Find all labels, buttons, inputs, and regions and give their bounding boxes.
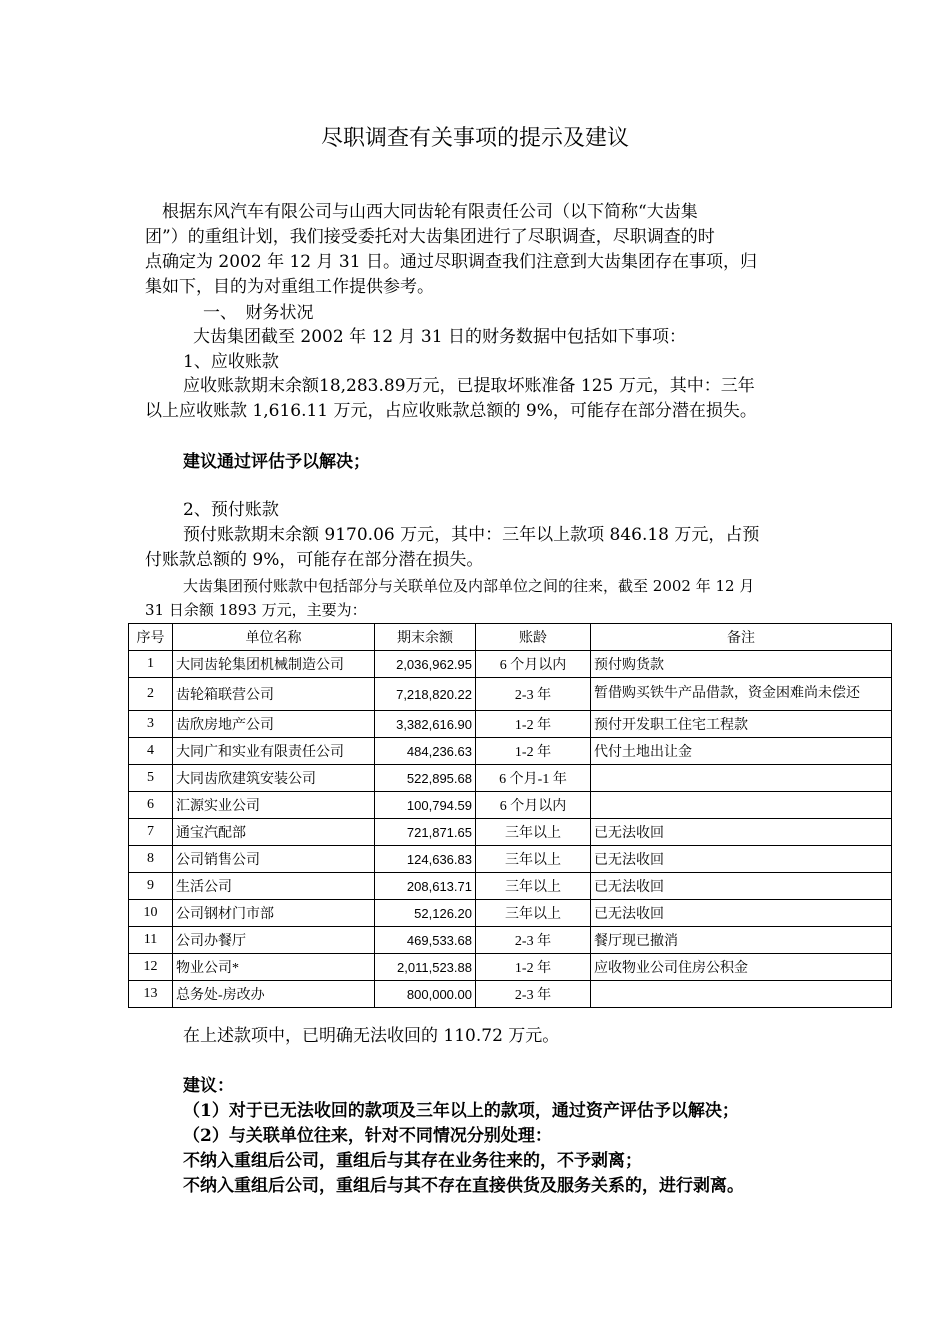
suggestion-line-1: （1）对于已无法收回的款项及三年以上的款项，通过资产评估予以解决； (183, 1101, 739, 1121)
row-note: 应收物业公司住房公积金 (591, 954, 892, 981)
row-name: 物业公司* (173, 954, 375, 981)
row-age: 三年以上 (476, 873, 591, 900)
related-party-note-line-2: 31 日余额 1893 万元，主要为： (145, 601, 367, 619)
row-name: 大同广和实业有限责任公司 (173, 738, 375, 765)
header-note: 备注 (591, 624, 892, 651)
row-age: 2-3 年 (476, 981, 591, 1008)
row-name: 通宝汽配部 (173, 819, 375, 846)
row-note: 已无法收回 (591, 873, 892, 900)
row-no: 5 (129, 765, 173, 792)
intro-line-1: 根据东风汽车有限公司与山西大同齿轮有限责任公司（以下简称“大齿集 (145, 202, 698, 222)
suggestion-line-4: 不纳入重组后公司，重组后与其不存在直接供货及服务关系的，进行剥离。 (183, 1176, 744, 1196)
row-name: 大同齿轮集团机械制造公司 (173, 651, 375, 678)
row-name: 总务处-房改办 (173, 981, 375, 1008)
header-age: 账龄 (476, 624, 591, 651)
table-row (129, 819, 892, 846)
prepayments-line-1: 预付账款期末余额 9170.06 万元，其中：三年以上款项 846.18 万元，占预 (183, 525, 760, 545)
row-note: 餐厅现已撤消 (591, 927, 892, 954)
section-intro: 大齿集团截至 2002 年 12 月 31 日的财务数据中包括如下事项： (193, 327, 686, 347)
row-age: 6 个月-1 年 (476, 765, 591, 792)
row-name: 汇源实业公司 (173, 792, 375, 819)
intro-line-3: 点确定为 2002 年 12 月 31 日。通过尽职调查我们注意到大齿集团存在事项，归 (145, 252, 757, 272)
related-party-note-line-1: 大齿集团预付账款中包括部分与关联单位及内部单位之间的往来，截至 2002 年 12 月 (183, 577, 755, 595)
row-no: 13 (129, 981, 173, 1008)
header-amount: 期末余额 (375, 624, 476, 651)
row-note: 已无法收回 (591, 846, 892, 873)
table-row (129, 792, 892, 819)
row-note (591, 981, 892, 1008)
table-row (129, 651, 892, 678)
row-no: 6 (129, 792, 173, 819)
table-row (129, 954, 892, 981)
prepayments-line-2: 付账款总额的 9%，可能存在部分潜在损失。 (145, 550, 484, 570)
row-amount: 52,126.20 (375, 900, 476, 927)
row-note: 代付土地出让金 (591, 738, 892, 765)
table-row (129, 738, 892, 765)
row-name: 公司销售公司 (173, 846, 375, 873)
row-no: 8 (129, 846, 173, 873)
section-heading-financial: 一、 财务状况 (203, 303, 314, 323)
row-no: 1 (129, 651, 173, 678)
row-name: 齿欣房地产公司 (173, 711, 375, 738)
table-row (129, 873, 892, 900)
suggestion-line-3: 不纳入重组后公司，重组后与其存在业务往来的，不予剥离； (183, 1151, 642, 1171)
row-note: 暂借购买铁牛产品借款，资金困难尚未偿还 (591, 678, 892, 711)
header-no: 序号 (129, 624, 173, 651)
row-note: 预付开发职工住宅工程款 (591, 711, 892, 738)
row-note: 已无法收回 (591, 900, 892, 927)
suggestion-line-2: （2）与关联单位往来，针对不同情况分别处理： (183, 1126, 552, 1146)
row-note: 已无法收回 (591, 819, 892, 846)
row-age: 1-2 年 (476, 711, 591, 738)
row-age: 三年以上 (476, 900, 591, 927)
table-row (129, 927, 892, 954)
row-name: 齿轮箱联营公司 (173, 678, 375, 711)
item-title-prepayments: 2、预付账款 (183, 500, 279, 520)
row-note: 预付购货款 (591, 651, 892, 678)
intro-line-4: 集如下，目的为对重组工作提供参考。 (145, 277, 434, 297)
receivables-line-1: 应收账款期末余额18,283.89万元，已提取坏账准备 125 万元，其中：三年 (183, 376, 755, 396)
row-no: 2 (129, 678, 173, 711)
row-amount: 2,036,962.95 (375, 651, 476, 678)
row-amount: 100,794.59 (375, 792, 476, 819)
row-age: 6 个月以内 (476, 651, 591, 678)
row-note (591, 765, 892, 792)
intro-line-2: 团”）的重组计划，我们接受委托对大齿集团进行了尽职调查，尽职调查的时 (145, 227, 715, 247)
row-note (591, 792, 892, 819)
item-title-receivables: 1、应收账款 (183, 352, 279, 372)
row-amount: 522,895.68 (375, 765, 476, 792)
row-amount: 3,382,616.90 (375, 711, 476, 738)
row-age: 2-3 年 (476, 927, 591, 954)
receivables-line-2: 以上应收账款 1,616.11 万元，占应收账款总额的 9%，可能存在部分潜在损失。 (145, 401, 757, 421)
header-name: 单位名称 (173, 624, 375, 651)
row-amount: 7,218,820.22 (375, 678, 476, 711)
receivables-suggestion: 建议通过评估予以解决； (183, 452, 370, 472)
row-age: 2-3 年 (476, 678, 591, 711)
row-name: 公司办餐厅 (173, 927, 375, 954)
table-row (129, 711, 892, 738)
row-amount: 484,236.63 (375, 738, 476, 765)
row-amount: 800,000.00 (375, 981, 476, 1008)
table-row (129, 846, 892, 873)
table-header-row (129, 624, 892, 651)
row-amount: 124,636.83 (375, 846, 476, 873)
table-row (129, 900, 892, 927)
row-no: 9 (129, 873, 173, 900)
row-no: 11 (129, 927, 173, 954)
row-name: 大同齿欣建筑安装公司 (173, 765, 375, 792)
row-amount: 2,011,523.88 (375, 954, 476, 981)
table-row (129, 981, 892, 1008)
uncollectible-summary: 在上述款项中，已明确无法收回的 110.72 万元。 (183, 1026, 560, 1046)
row-amount: 721,871.65 (375, 819, 476, 846)
table-row (129, 678, 892, 711)
row-no: 10 (129, 900, 173, 927)
row-no: 4 (129, 738, 173, 765)
row-no: 7 (129, 819, 173, 846)
row-age: 三年以上 (476, 819, 591, 846)
suggestion-heading: 建议： (183, 1076, 234, 1096)
row-amount: 469,533.68 (375, 927, 476, 954)
table-row (129, 765, 892, 792)
row-no: 12 (129, 954, 173, 981)
row-age: 1-2 年 (476, 954, 591, 981)
row-age: 三年以上 (476, 846, 591, 873)
row-name: 生活公司 (173, 873, 375, 900)
row-amount: 208,613.71 (375, 873, 476, 900)
prepayments-table (128, 623, 892, 1008)
row-name: 公司钢材门市部 (173, 900, 375, 927)
row-no: 3 (129, 711, 173, 738)
row-age: 1-2 年 (476, 738, 591, 765)
page-title: 尽职调查有关事项的提示及建议 (320, 126, 629, 151)
row-age: 6 个月以内 (476, 792, 591, 819)
